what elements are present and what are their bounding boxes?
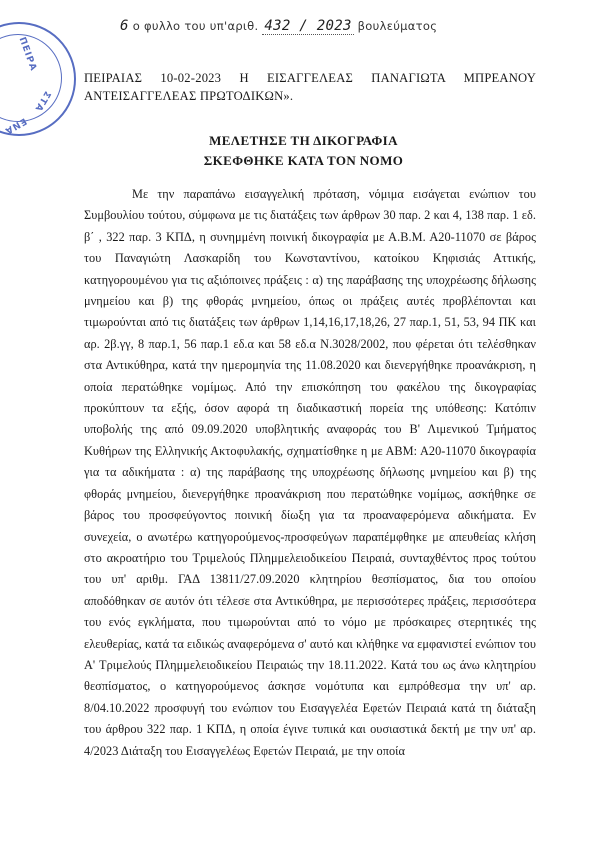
stamp-text-top: ΠΕΙΡΑ bbox=[16, 36, 39, 73]
decision-number: 432 / 2023 bbox=[264, 18, 352, 34]
stamp-inner-ring bbox=[0, 34, 62, 122]
section-title-2: ΣΚΕΦΘΗΚΕ ΚΑΤΑ ΤΟΝ ΝΟΜΟ bbox=[203, 153, 404, 168]
section-title-1: ΜΕΛΕΤΗΣΕ ΤΗ ΔΙΚΟΓΡΑΦΙΑ bbox=[209, 133, 398, 148]
signature-line-1: ΠΕΙΡΑΙΑΣ 10-02-2023 Η ΕΙΣΑΓΓΕΛΕΑΣ ΠΑΝΑΓΙΩΤΑ ΜΠΡΕΑΝΟΥ bbox=[84, 71, 536, 85]
sheet-header bbox=[120, 18, 540, 34]
signature-line-2: ΑΝΤΕΙΣΑΓΓΕΛΕΑΣ ΠΡΩΤΟΔΙΚΩΝ». bbox=[84, 89, 294, 103]
official-stamp bbox=[0, 22, 76, 136]
stamp-text-bottom: ΕΝΑ bbox=[2, 115, 28, 136]
stamp-text-right: ΣΤΑ bbox=[32, 89, 52, 114]
sheet-header-text-b: βουλεύματος bbox=[357, 19, 438, 33]
sheet-header-text-a: ο φυλλο του υπ'αριθ. bbox=[132, 19, 259, 33]
sheet-number: 6 bbox=[120, 18, 129, 34]
body-text bbox=[84, 184, 536, 762]
body-paragraph: Με την παραπάνω εισαγγελική πρόταση, νόμιμα εισάγεται ενώπιον του Συμβουλίου τούτου, σύμφωνα με τις διατάξεις των άρθρων 30 παρ. 2 και 4, 138 παρ. 1 εδ. β΄ , 322 παρ. 3 ΚΠΔ, η συνημμένη ποινική δικογραφία με Α.Β.Μ. Α20-11070 σε βάρος του Παναγιώτη Λασκαρίδη του Κωνσταντίνου, κατοίκου Κηφισιάς Αττικής, κατηγορουμένου για τις αξιόποινες πράξεις : α) της παράβασης της υποχρέωσης δήλωσης μνημείου και β) της φθοράς μνημείου, όπως οι πράξεις αυτές προβλέπονται και τιμωρούνται από τις διατάξεις των άρθρων 1,14,16,17,18,26, 27 παρ.1, 51, 53, 94 ΠΚ και αρ. 2β.γγ, 8 παρ.1, 56 παρ.1 εδ.α και 58 εδ.α Ν.3028/2002, που φέρεται ότι τελέσθηκαν στα Αντικύθηρα, κατά την ημερομηνία της 11.08.2020 και διενεργήθηκε προανάκριση, η οποία περατώθηκε νομίμως. Από την επισκόπηση του φακέλου της δικογραφίας προκύπτουν τα εξής, όσον αφορά τη διαδικαστική πορεία της υπόθεσης: Κατόπιν υποβολής της από 09.09.2020 υποβλητικής αναφοράς του Β' Λιμενικού Τμήματος Κυθήρων της Ελληνικής Ακτοφυλακής, σχηματίσθηκε η με ΑΒΜ: Α20-11070 δικογραφία για τα αδικήματα : α) της παράβασης της υποχρέωσης δήλωσης μνημείου και β) της φθοράς μνημείου, διενεργήθηκε προανάκριση που περατώθηκε νομίμως, ασκήθηκε σε βάρος του προσφεύγοντος ποινική δίωξη για τα προαναφερόμενα αδικήματα. Εν συνεχεία, ο ανωτέρω κατηγορούμενος-προσφεύγων παραπέμφθηκε με απευθείας κλήση στο ακροατήριο του Τριμελούς Πλημμελειοδικείου Πειραιά, συνταχθέντος προς τούτου του υπ' αριθμ. ΓΑΔ 13811/27.09.2020 κλητηρίου θεσπίσματος, δια του οποίου αποδόθηκαν σε αυτόν ότι τέλεσε στα Αντικύθηρα, με περισσότερες πράξεις, περισσότερα του ενός εγκλήματα, που τιμωρούνται από το νόμο με πρόσκαιρες στερητικές της ελευθερίας, κατά τα ειδικώς αναφερόμενα σ' αυτό και κλήθηκε να εμφανιστεί ενώπιον του Α' Τριμελούς Πλημμελειοδικείου Πειραιώς την 18.11.2022. Κατά του ως άνω κλητηρίου θεσπίσματος, ο κατηγορούμενος άσκησε νομότυπα και εμπρόθεσμα την υπ' αρ. 8/04.10.2022 προσφυγή του ενώπιον του Εισαγγελέα Εφετών Πειραιά κατά τη διάταξη του άρθρου 322 παρ. 1 ΚΠΔ, η οποία έγινε τυπικά και ουσιαστικά δεκτή με την υπ' αρ. 4/2023 Διάταξη του Εισαγγελέως Εφετών Πειραιά, με την οποία bbox=[84, 187, 536, 758]
